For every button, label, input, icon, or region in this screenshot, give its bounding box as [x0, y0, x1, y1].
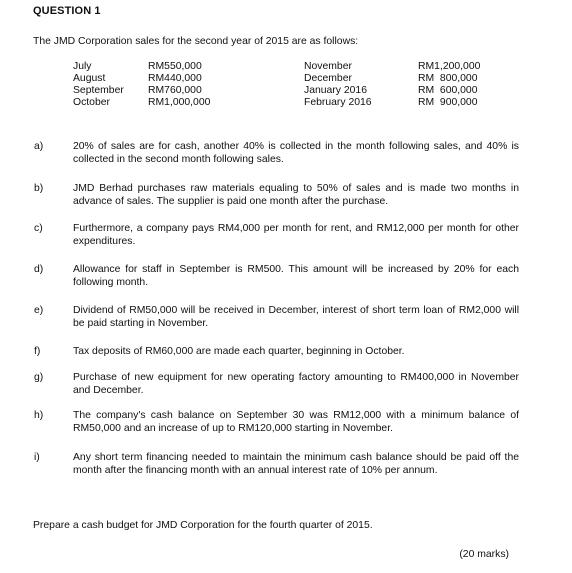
item-text: Any short term financing needed to maintain the minimum cash balance should be paid off the month after the financing month with an annual interest rate of 10% per annum. — [73, 452, 519, 477]
item-label: a) — [34, 141, 44, 152]
item-label: d) — [34, 264, 44, 275]
item-label: h) — [34, 410, 44, 421]
sales-month: November — [304, 61, 352, 72]
sales-value: RM 600,000 — [418, 85, 478, 96]
sales-row — [0, 72, 572, 84]
marks-label: (20 marks) — [459, 549, 509, 560]
sales-value: RM1,200,000 — [418, 61, 481, 72]
item-label: f) — [34, 346, 41, 357]
sales-month: December — [304, 73, 352, 84]
sales-value: RM760,000 — [148, 85, 202, 96]
sales-month: February 2016 — [304, 97, 372, 108]
item-text: Tax deposits of RM60,000 are made each quarter, beginning in October. — [73, 346, 405, 357]
sales-value: RM440,000 — [148, 73, 202, 84]
sales-value: RM1,000,000 — [148, 97, 211, 108]
item-text: 20% of sales are for cash, another 40% is collected in the month following sales, and 40% is collected in the second month following sales. — [73, 141, 519, 166]
sales-row — [0, 84, 572, 96]
sales-month: September — [73, 85, 124, 96]
item-text: Allowance for staff in September is RM500. This amount will be increased by 20% for each following month. — [73, 264, 519, 289]
item-label: e) — [34, 305, 44, 316]
sales-value: RM 800,000 — [418, 73, 478, 84]
sales-row — [0, 96, 572, 108]
item-text: Dividend of RM50,000 will be received in December, interest of short term loan of RM2,000 will be paid starting in November. — [73, 305, 519, 330]
sales-value: RM550,000 — [148, 61, 202, 72]
sales-month: October — [73, 97, 110, 108]
item-text: Furthermore, a company pays RM4,000 per month for rent, and RM12,000 per month for other expenditures. — [73, 223, 519, 248]
question-title: QUESTION 1 — [33, 5, 101, 17]
item-label: b) — [34, 183, 44, 194]
sales-month: January 2016 — [304, 85, 367, 96]
item-label: c) — [34, 223, 43, 234]
sales-month: August — [73, 73, 106, 84]
sales-table — [0, 60, 572, 108]
sales-row — [0, 60, 572, 72]
sales-month: July — [73, 61, 92, 72]
item-label: i) — [34, 452, 40, 463]
sales-value: RM 900,000 — [418, 97, 478, 108]
closing-instruction: Prepare a cash budget for JMD Corporation for the fourth quarter of 2015. — [33, 520, 373, 531]
question-intro: The JMD Corporation sales for the second year of 2015 are as follows: — [33, 36, 359, 47]
item-label: g) — [34, 372, 44, 383]
item-text: JMD Berhad purchases raw materials equaling to 50% of sales and is made two months in advance of sales. The supplier is paid one month after the purchase. — [73, 183, 519, 208]
item-text: Purchase of new equipment for new operating factory amounting to RM400,000 in November and December. — [73, 372, 519, 397]
item-text: The company's cash balance on September 30 was RM12,000 with a minimum balance of RM50,000 and an increase of up to RM120,000 starting in November. — [73, 410, 519, 435]
